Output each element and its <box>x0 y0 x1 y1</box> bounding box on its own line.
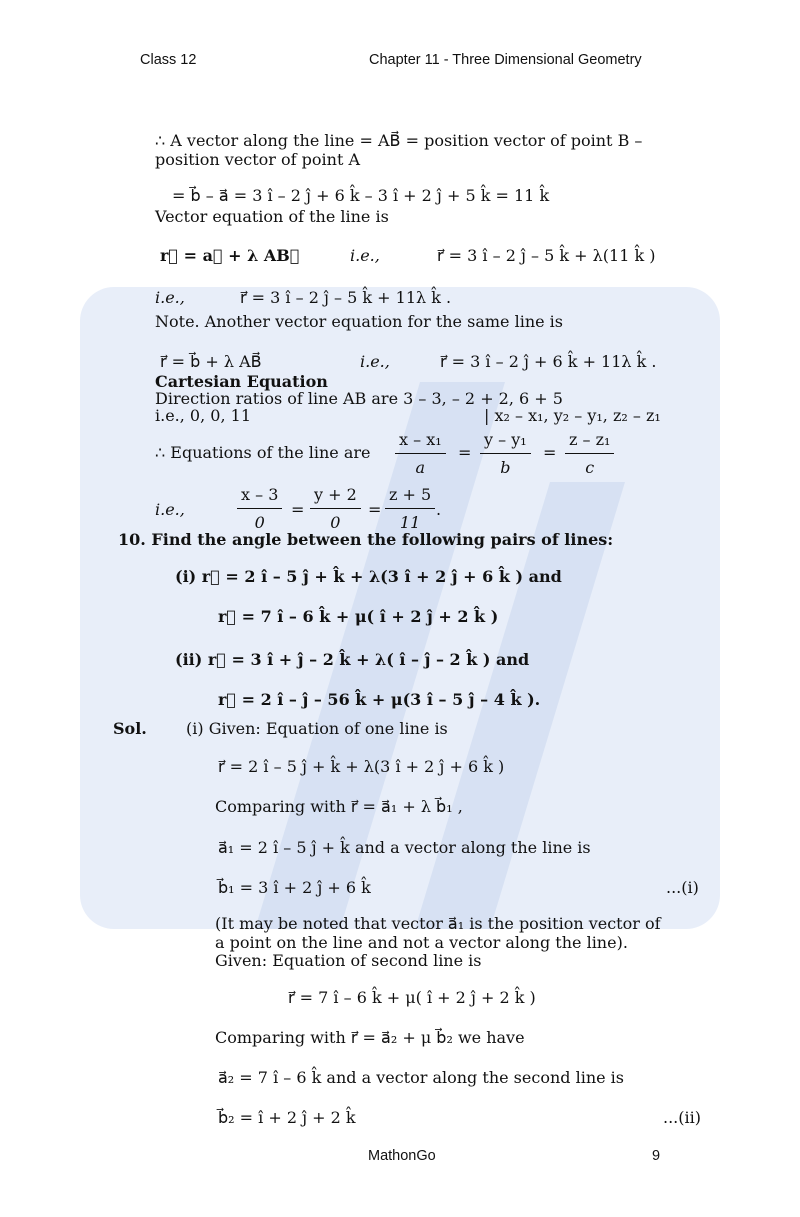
operator: = <box>458 443 472 462</box>
fraction <box>237 485 282 533</box>
text-line: Given: Equation of second line is <box>215 951 482 970</box>
fraction-numerator: x – x₁ <box>395 430 446 454</box>
operator: . <box>436 500 442 519</box>
text-line: ...(i) <box>666 878 699 897</box>
text-line: ...(ii) <box>663 1108 701 1127</box>
text-line: i.e., 0, 0, 11 <box>155 406 251 425</box>
fraction-denominator: 0 <box>254 513 265 532</box>
text-line: i.e., <box>155 288 185 307</box>
text-line: r⃗ = 3 î – 2 ĵ + 6 k̂ + 11λ k̂ . <box>440 352 657 371</box>
text-line: (i) r⃗ = 2 î – 5 ĵ + k̂ + λ(3 î + 2 ĵ + 6 k̂ ) and <box>175 567 562 586</box>
fraction <box>565 430 614 478</box>
text-line: position vector of point A <box>155 150 361 169</box>
operator: = <box>543 443 557 462</box>
header-chapter-title: Chapter 11 - Three Dimensional Geometry <box>369 52 642 68</box>
text-line: r⃗ = 3 î – 2 ĵ – 5 k̂ + 11λ k̂ . <box>240 288 452 307</box>
text-line: i.e., <box>360 352 390 371</box>
text-line: r⃗ = 7 î – 6 k̂ + μ( î + 2 ĵ + 2 k̂ ) <box>218 607 499 626</box>
text-line: r⃗ = 3 î – 2 ĵ – 5 k̂ + λ(11 k̂ ) <box>437 246 656 265</box>
text-line: a⃗₁ = 2 î – 5 ĵ + k̂ and a vector along the line is <box>218 838 591 857</box>
text-line: a point on the line and not a vector along the line). <box>215 933 628 952</box>
text-line: Comparing with r⃗ = a⃗₂ + μ b⃗₂ we have <box>215 1028 525 1047</box>
header-class-label: Class 12 <box>140 52 197 68</box>
text-line: a⃗₂ = 7 î – 6 k̂ and a vector along the second line is <box>218 1068 624 1087</box>
text-line: 10. Find the angle between the following pairs of lines: <box>118 530 614 549</box>
text-line: r⃗ = 2 î – 5 ĵ + k̂ + λ(3 î + 2 ĵ + 6 k̂ ) <box>218 757 505 776</box>
text-line: Note. Another vector equation for the same line is <box>155 312 563 331</box>
fraction-numerator: y + 2 <box>310 485 361 509</box>
text-line: b⃗₂ = î + 2 ĵ + 2 k̂ <box>218 1108 356 1127</box>
text-line: Sol. <box>113 719 147 738</box>
footer-brand: MathonGo <box>368 1148 436 1164</box>
fraction <box>395 430 446 478</box>
text-line: i.e., <box>350 246 380 265</box>
fraction-denominator: 0 <box>330 513 341 532</box>
text-line: i.e., <box>155 500 185 519</box>
fraction-denominator: c <box>585 458 595 477</box>
fraction-numerator: z + 5 <box>385 485 435 509</box>
text-line: = b⃗ – a⃗ = 3 î – 2 ĵ + 6 k̂ – 3 î + 2 ĵ + 5 k̂ = 11 k̂ <box>172 186 550 205</box>
fraction-denominator: b <box>500 458 511 477</box>
footer-page-number: 9 <box>652 1148 661 1164</box>
text-line: r⃗ = a⃗ + λ AB⃗ <box>160 246 300 265</box>
text-line: (It may be noted that vector a⃗₁ is the position vector of <box>215 914 661 933</box>
fraction-numerator: x – 3 <box>237 485 282 509</box>
operator: = <box>368 500 382 519</box>
fraction-denominator: 11 <box>399 513 421 532</box>
text-line: (ii) r⃗ = 3 î + ĵ – 2 k̂ + λ( î – ĵ – 2 k̂ ) and <box>175 650 530 669</box>
text-line: Cartesian Equation <box>155 372 328 391</box>
fraction <box>480 430 531 478</box>
text-line: r⃗ = 7 î – 6 k̂ + μ( î + 2 ĵ + 2 k̂ ) <box>288 988 536 1007</box>
fraction <box>385 485 435 533</box>
fraction <box>310 485 361 533</box>
text-line: r⃗ = 2 î – ĵ – 56 k̂ + μ(3 î – 5 ĵ – 4 k̂ ). <box>218 690 541 709</box>
operator: = <box>291 500 305 519</box>
fraction-numerator: z – z₁ <box>565 430 614 454</box>
text-line: | x₂ – x₁, y₂ – y₁, z₂ – z₁ <box>484 406 661 425</box>
text-line: ∴ Equations of the line are <box>155 443 371 462</box>
text-line: Vector equation of the line is <box>155 207 389 226</box>
text-line: Direction ratios of line AB are 3 – 3, – 2 + 2, 6 + 5 <box>155 389 563 408</box>
text-line: Comparing with r⃗ = a⃗₁ + λ b⃗₁ , <box>215 797 463 816</box>
fraction-denominator: a <box>415 458 426 477</box>
fraction-numerator: y – y₁ <box>480 430 531 454</box>
text-line: b⃗₁ = 3 î + 2 ĵ + 6 k̂ <box>218 878 371 897</box>
text-line: (i) Given: Equation of one line is <box>186 719 448 738</box>
text-line: r⃗ = b⃗ + λ AB⃗ <box>160 352 262 371</box>
text-line: ∴ A vector along the line = AB⃗ = position vector of point B – <box>155 131 643 150</box>
